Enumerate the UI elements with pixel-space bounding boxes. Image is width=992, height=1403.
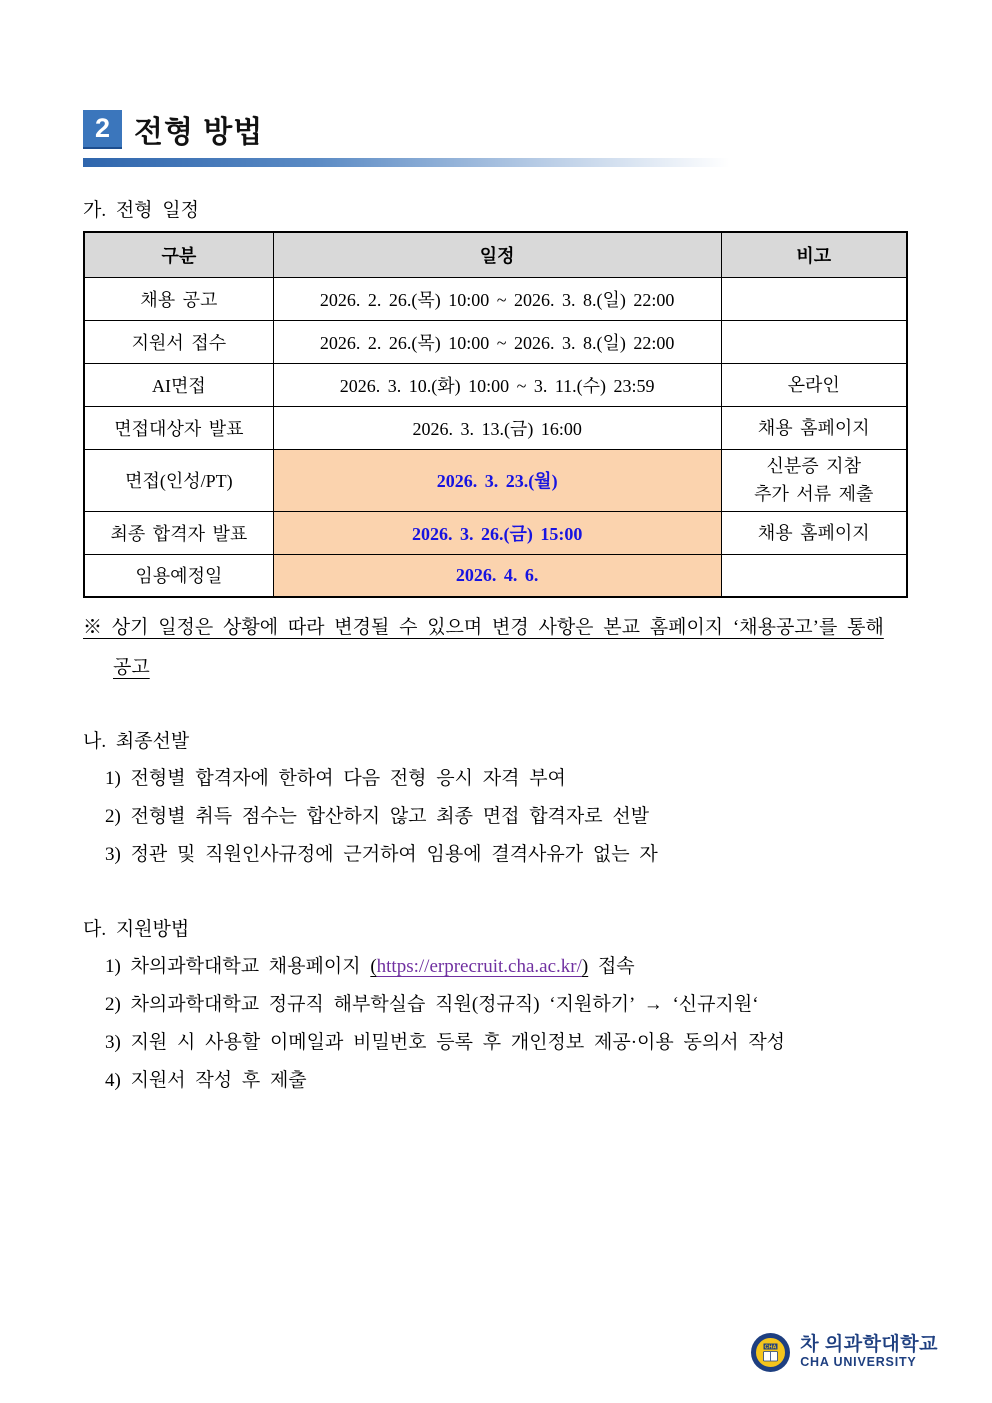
header-gradient-rule (83, 158, 743, 167)
content-area (83, 0, 908, 1093)
table-row (84, 511, 907, 554)
application-item-1-text: 1) 차의과학대학교 채용페이지 (105, 956, 371, 977)
cell-note (721, 406, 907, 449)
section-title: 전형 방법 (134, 116, 264, 149)
application-item: 4) 지원서 작성 후 제출 (105, 1070, 307, 1091)
cell-note (721, 277, 907, 320)
final-selection-item: 2) 전형별 취득 점수는 합산하지 않고 최종 면접 합격자로 선발 (105, 806, 650, 827)
section-header (83, 107, 908, 151)
cell-schedule: 2026. 2. 26.(목) 10:00 ~ 2026. 3. 8.(일) 22:00 (273, 277, 721, 320)
cell-note (721, 554, 907, 597)
schedule-table-body (84, 277, 907, 597)
cell-category: AI면접 (84, 363, 273, 406)
cell-category: 임용예정일 (84, 554, 273, 597)
final-selection-item: 3) 정관 및 직원인사규정에 근거하여 임용에 결격사유가 없는 자 (105, 844, 658, 865)
note-line: 채용 홈페이지 (757, 522, 870, 543)
logo-text (800, 1335, 938, 1370)
note-line: 신분증 지참 (766, 456, 861, 476)
table-column-header: 비고 (721, 232, 907, 277)
table-column-header: 구분 (84, 232, 273, 277)
cell-schedule: 2026. 2. 26.(목) 10:00 ~ 2026. 3. 8.(일) 22:00 (273, 320, 721, 363)
cell-note (721, 363, 907, 406)
cell-note (721, 511, 907, 554)
section-number-badge: 2 (83, 110, 122, 149)
application-item: 3) 지원 시 사용할 이메일과 비밀번호 등록 후 개인정보 제공·이용 동의서 작성 (105, 1032, 786, 1053)
cell-schedule: 2026. 3. 26.(금) 15:00 (273, 511, 721, 554)
table-row (84, 449, 907, 511)
cell-schedule: 2026. 3. 10.(화) 10:00 ~ 3. 11.(수) 23:59 (273, 363, 721, 406)
cha-university-seal-icon (750, 1332, 791, 1373)
application-section (83, 914, 908, 1093)
schedule-table (83, 231, 908, 598)
application-list (83, 954, 908, 1093)
university-logo (750, 1332, 938, 1373)
final-selection-item: 1) 전형별 합격자에 한하여 다음 전형 응시 자격 부여 (105, 768, 566, 789)
cell-schedule: 2026. 3. 23.(월) (273, 449, 721, 511)
application-item-1-suffix: 접속 (588, 956, 635, 977)
cell-schedule: 2026. 4. 6. (273, 554, 721, 597)
svg-text:CHA: CHA (764, 1344, 777, 1351)
application-list-rest (83, 992, 908, 1093)
logo-korean-name: 차 의과학대학교 (800, 1334, 938, 1356)
cell-schedule: 2026. 3. 13.(금) 16:00 (273, 406, 721, 449)
schedule-footnote (83, 612, 908, 679)
footnote-line-2: 공고 (113, 657, 150, 678)
table-row (84, 363, 907, 406)
cell-category: 면접대상자 발표 (84, 406, 273, 449)
application-item: 2) 차의과학대학교 정규직 해부학실습 직원(정규직) ‘지원하기’ → ‘신규지원‘ (105, 994, 759, 1015)
cell-category: 지원서 접수 (84, 320, 273, 363)
note-line: 온라인 (787, 374, 840, 395)
table-row (84, 554, 907, 597)
cell-category: 최종 합격자 발표 (84, 511, 273, 554)
footnote-line-1: ※ 상기 일정은 상황에 따라 변경될 수 있으며 변경 사항은 본교 홈페이지 ‘채용공고’를 통해 (83, 617, 884, 638)
logo-english-name: CHA UNIVERSITY (800, 1355, 917, 1370)
cell-category: 채용 공고 (84, 277, 273, 320)
note-line: 채용 홈페이지 (757, 417, 870, 438)
table-header-row (84, 232, 907, 277)
application-item-1 (83, 954, 908, 979)
table-row (84, 320, 907, 363)
note-line: 추가 서류 제출 (754, 484, 874, 504)
table-row (84, 406, 907, 449)
recruit-page-link[interactable]: https://erprecruit.cha.ac.kr/ (376, 956, 582, 977)
final-selection-section (83, 726, 908, 867)
cell-note (721, 449, 907, 511)
cell-note (721, 320, 907, 363)
link-paren-close: ) (581, 956, 589, 977)
cell-category: 면접(인성/PT) (84, 449, 273, 511)
schedule-heading: 가. 전형 일정 (83, 200, 200, 221)
table-row (84, 277, 907, 320)
table-column-header: 일정 (273, 232, 721, 277)
final-selection-heading: 나. 최종선발 (83, 731, 190, 752)
final-selection-list (83, 766, 908, 867)
link-paren-open: ( (370, 956, 377, 977)
application-heading: 다. 지원방법 (83, 919, 190, 940)
